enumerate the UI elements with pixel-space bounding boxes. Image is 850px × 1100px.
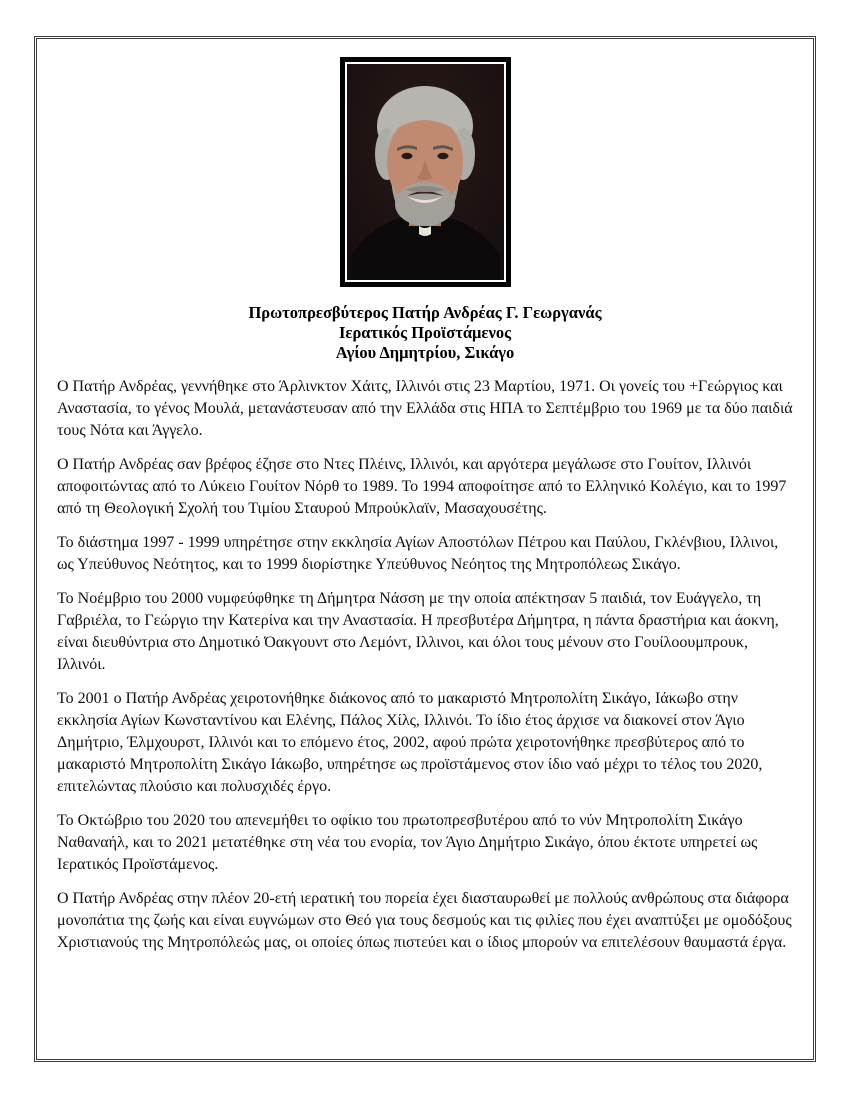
portrait-photo-frame — [340, 57, 511, 287]
heading-name: Πρωτοπρεσβύτερος Πατήρ Ανδρέας Γ. Γεωργανάς — [248, 303, 602, 322]
bio-paragraph: Το Νοέμβριο του 2000 νυμφεύφθηκε τη Δήμητρα Νάσση με την οποία απέκτησαν 5 παιδιά, τον Ευάγγελο, τη Γαβριέλα, το Γεώργιο την Κατερίνα και την Αναστασία. Η πρεσβυτέρα Δήμητρα, η πάντα δραστήρια και άοκνη, είναι διευθύντρια στο Δημοτικό Όακγουντ στο Λεμόντ, Ιλλινοι, και όλοι τους μένουν στο Γουίλοουμπρουκ, Ιλλινόι. — [57, 590, 779, 673]
page-frame — [34, 36, 816, 1062]
biography-text — [57, 376, 793, 954]
bio-paragraph: Το 2001 ο Πατήρ Ανδρέας χειροτονήθηκε διάκονος από το μακαριστό Μητροπολίτη Σικάγο, Ιάκωβο στην εκκλησία Αγίων Κωνσταντίνου και Ελένης, Πάλος Χίλς, Ιλλινόι. Το ίδιο έτος άρχισε να διακονεί στον Άγιο Δημήτριο, Έλμχουρστ, Ιλλινόι και το επόμενο έτος, 2002, αφού πρώτα χειροτονήθηκε πρεσβύτερος από το μακαριστό Μητροπολίτη Σικάγο Ιάκωβο, υπηρέτησε ως προϊστάμενος στον ίδιο ναό μέχρι το τέλος του 2020, επιτελώντας πλούσιο και πολυσχιδές έργο. — [57, 690, 763, 795]
heading-title: Ιερατικός Προϊστάμενος — [338, 323, 512, 342]
heading-parish: Αγίου Δημητρίου, Σικάγο — [335, 343, 515, 362]
bio-paragraph: Το διάστημα 1997 - 1999 υπηρέτησε στην εκκλησία Αγίων Αποστόλων Πέτρου και Παύλου, Γκλένβιου, Ιλλινοι, ως Υπεύθυνος Νεότητος, και το 1999 διορίστηκε Υπεύθυνος Νεόητος της Μητροπόλεως Σικάγο. — [57, 534, 779, 573]
portrait-photo — [345, 62, 506, 282]
bio-paragraph: Ο Πατήρ Ανδρέας στην πλέον 20-ετή ιερατική του πορεία έχει διασταυρωθεί με πολλούς ανθρώπους στα διάφορα μονοπάτια της ζωής και είναι ευγνώμων στο Θεό για τους δεσμούς και τις φιλίες που έχει αναπτύξει με ομοδόξους Χριστιανούς της Μητροπόλεώς μας, οι οποίες όπως πιστεύει και ο ίδιος μπορούν να επιτελέσουν θαυμαστά έργα. — [57, 890, 792, 951]
document-content — [37, 39, 813, 954]
bio-paragraph: Ο Πατήρ Ανδρέας σαν βρέφος έζησε στο Ντες Πλέινς, Ιλλινόι, και αργότερα μεγάλωσε στο Γουίτον, Ιλλινόι αποφοιτώντας από το Λύκειο Γουίτον Νόρθ το 1989. Το 1994 αποφοίτησε από το Ελληνικό Κολέγιο, και το 1997 από τη Θεολογική Σχολή του Τιμίου Σταυρού Μπρούκλαϊν, Μασαχουσέτης. — [57, 456, 787, 517]
portrait-illustration — [347, 64, 504, 280]
bio-paragraph: Ο Πατήρ Ανδρέας, γεννήθηκε στο Άρλινκτον Χάιτς, Ιλλινόι στις 23 Μαρτίου, 1971. Οι γονείς του +Γεώργιος και Αναστασία, το γένος Μουλά, μετανάστευσαν από την Ελλάδα στις ΗΠΑ το Σεπτέμβριο του 1969 με τα δύο παιδιά τους Νότα και Άγγελο. — [57, 378, 793, 439]
document-heading — [57, 303, 793, 363]
bio-paragraph: Το Οκτώβριο του 2020 του απενεμήθει το οφίκιο του πρωτοπρεσβυτέρου από το νύν Μητροπολίτη Σικάγο Ναθαναήλ, και το 2021 μετατέθηκε στη νέα του ενορία, τον Άγιο Δημήτριο Σικάγο, όπου έκτοτε υπηρετεί ως Ιερατικός Προϊστάμενος. — [57, 812, 758, 873]
